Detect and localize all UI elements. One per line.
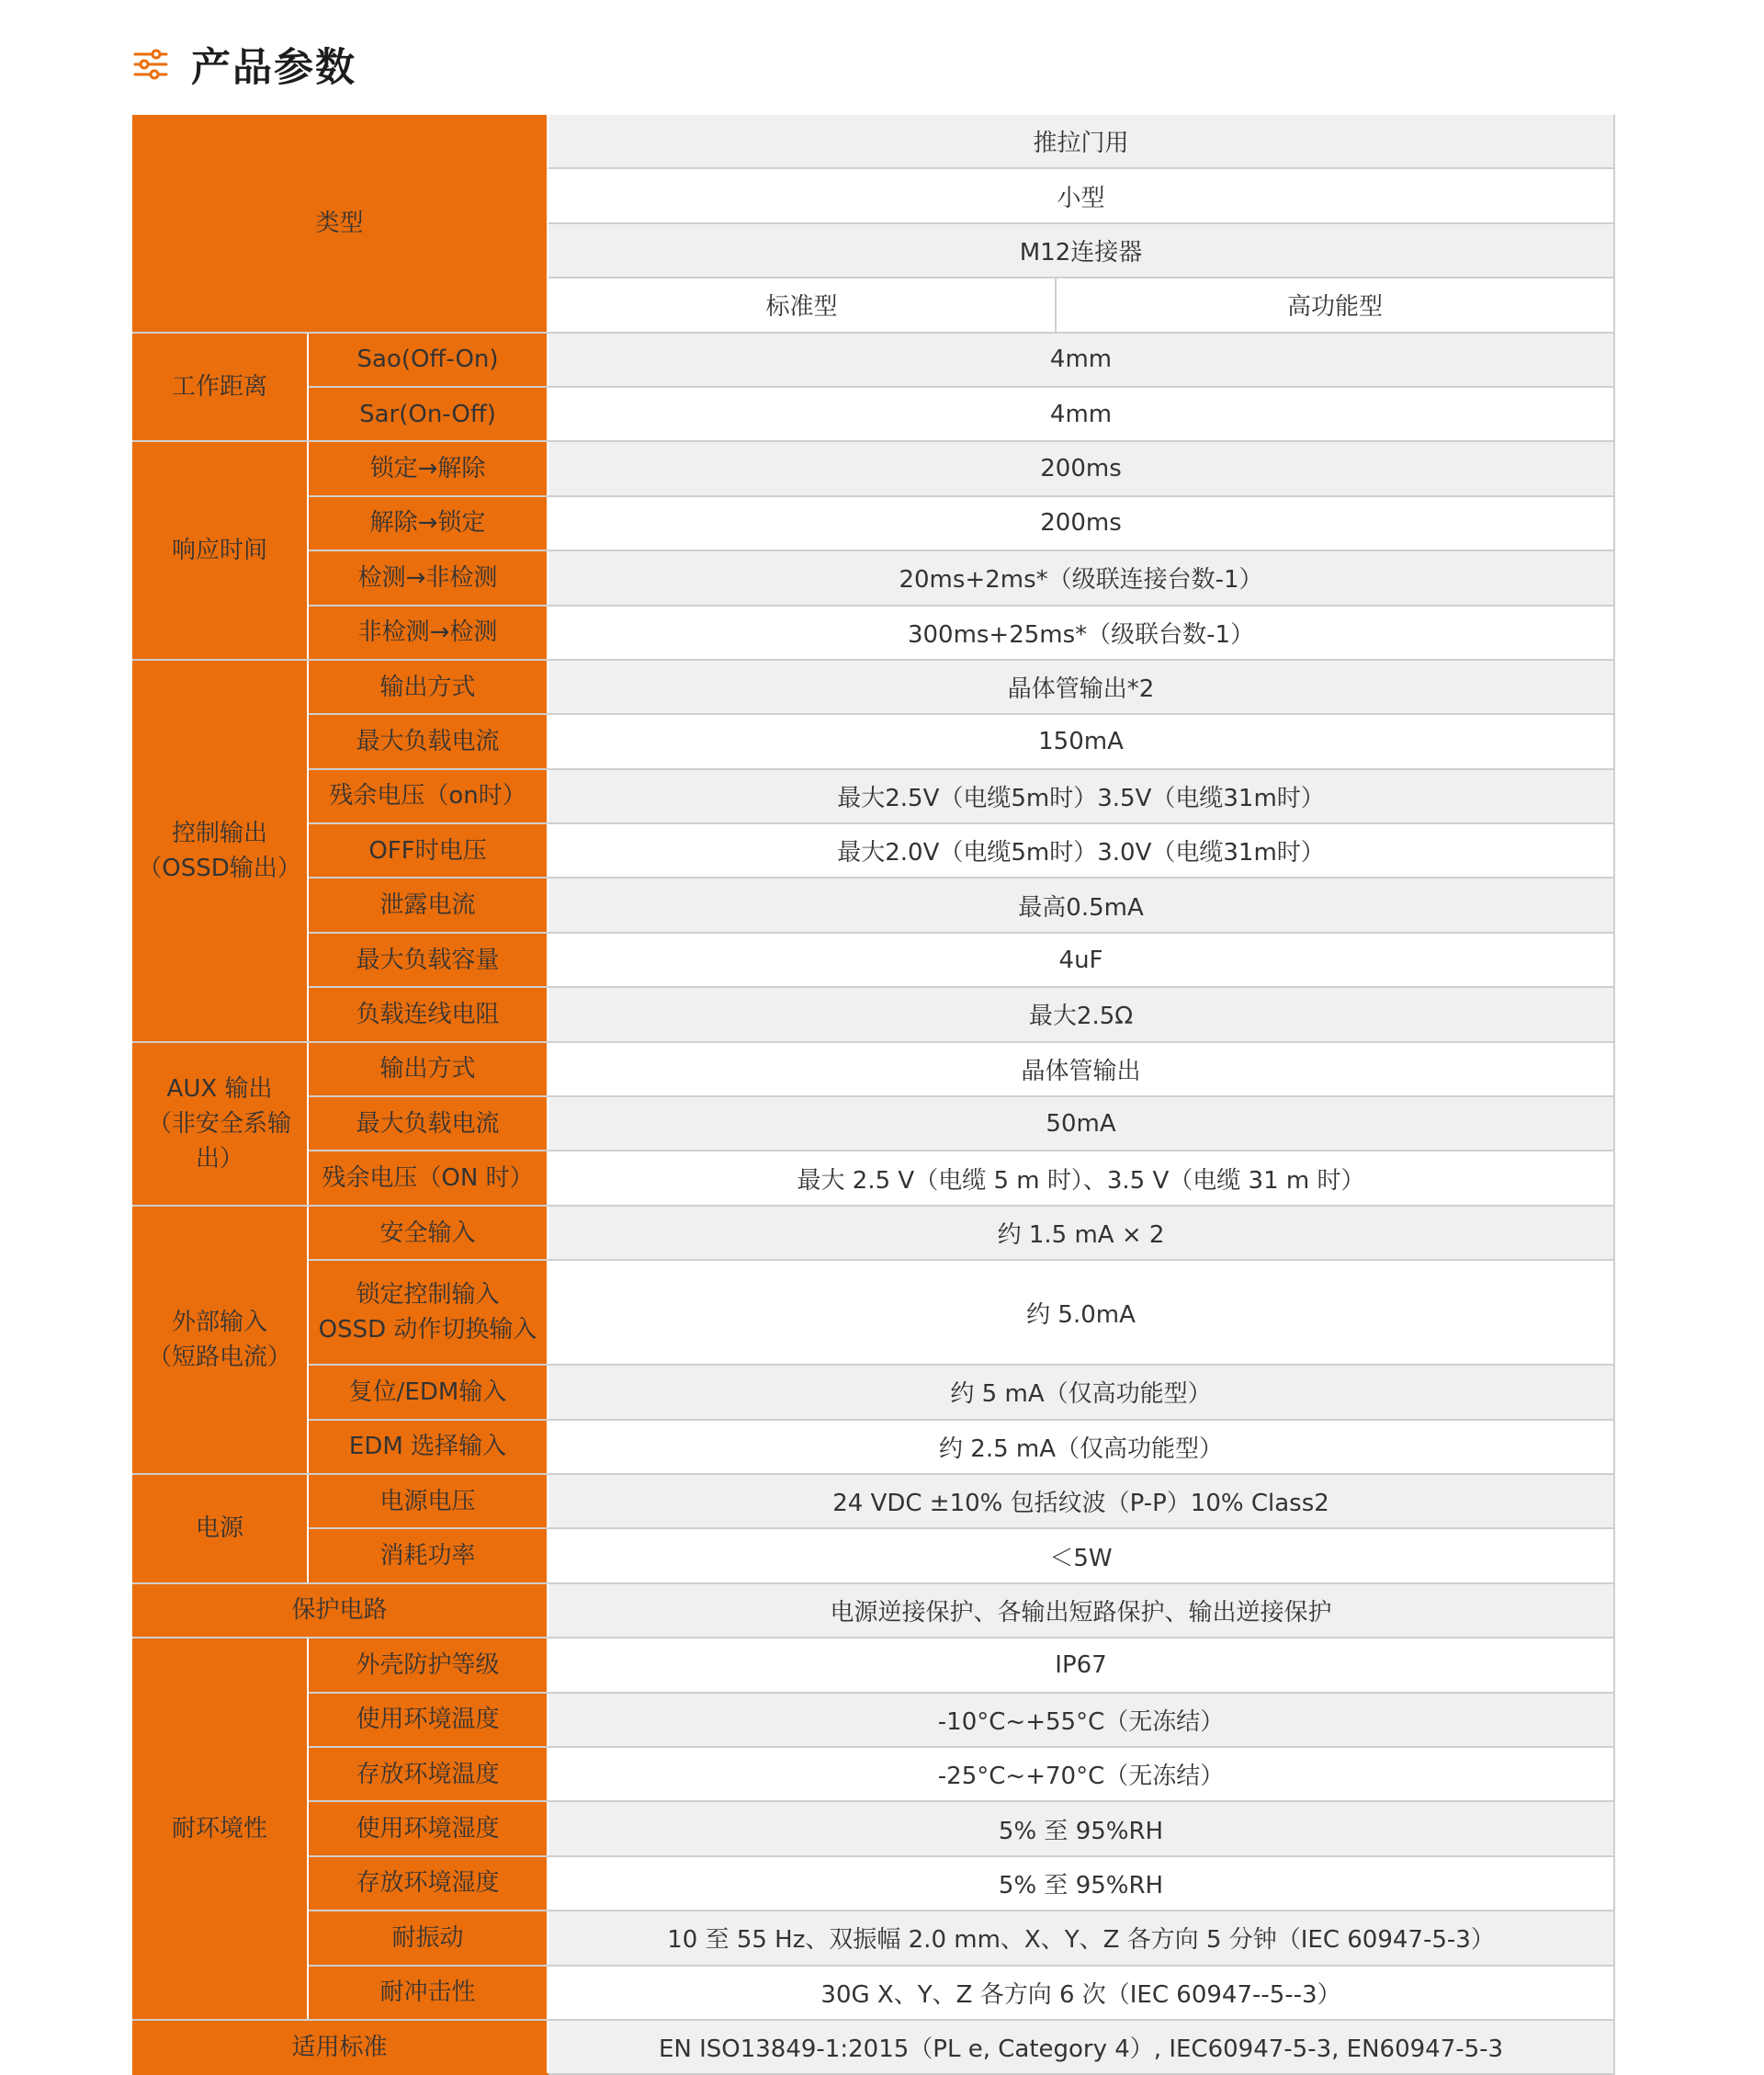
category-environment: 耐环境性	[132, 1638, 308, 2020]
param-name: 复位/EDM输入	[308, 1365, 548, 1419]
param-name: 残余电压（ON 时）	[308, 1151, 548, 1205]
table-row	[132, 496, 1614, 550]
table-row	[132, 387, 1614, 441]
table-row	[132, 606, 1614, 660]
table-row	[132, 660, 1614, 714]
param-value: 50mA	[548, 1096, 1614, 1151]
param-name: Sar(On-Off)	[308, 387, 548, 441]
param-value: 24 VDC ±10% 包括纹波（P-P）10% Class2	[548, 1474, 1614, 1528]
param-value: 4mm	[548, 333, 1614, 387]
param-value: -25°C~+70°C（无冻结）	[548, 1747, 1614, 1801]
table-row	[132, 823, 1614, 878]
table-row	[132, 1420, 1614, 1474]
table-row	[132, 1474, 1614, 1528]
param-name: 最大负载电流	[308, 714, 548, 768]
param-value: 约 1.5 mA × 2	[548, 1206, 1614, 1260]
category-type: 类型	[132, 115, 548, 333]
category-label-line1: 控制输出	[171, 819, 267, 847]
category-aux-output	[132, 1042, 308, 1206]
param-name: 非检测→检测	[308, 606, 548, 660]
param-value: -10°C~+55°C（无冻结）	[548, 1693, 1614, 1747]
table-row	[132, 1042, 1614, 1096]
page-title: 产品参数	[191, 44, 356, 91]
param-value: 最高0.5mA	[548, 878, 1614, 932]
param-value: 20ms+2ms*（级联连接台数-1）	[548, 550, 1614, 605]
table-row	[132, 115, 1614, 168]
param-value: 200ms	[548, 496, 1614, 550]
table-row	[132, 878, 1614, 932]
param-value: 最大2.5Ω	[548, 987, 1614, 1041]
table-row	[132, 1096, 1614, 1151]
table-row	[132, 1206, 1614, 1260]
param-name: Sao(Off-On)	[308, 333, 548, 387]
param-value: 150mA	[548, 714, 1614, 768]
param-value: 5% 至 95%RH	[548, 1856, 1614, 1911]
param-value: 300ms+25ms*（级联台数-1）	[548, 606, 1614, 660]
table-row	[132, 769, 1614, 823]
param-name: 存放环境温度	[308, 1747, 548, 1801]
table-row	[132, 1365, 1614, 1419]
param-value: EN ISO13849-1:2015（PL e, Category 4）, IEC60947-5-3, EN60947-5-3	[548, 2020, 1614, 2074]
category-label-line2: （OSSD输出）	[138, 854, 301, 882]
param-value: ＜5W	[548, 1528, 1614, 1582]
table-row	[132, 1747, 1614, 1801]
param-value: 5% 至 95%RH	[548, 1801, 1614, 1855]
param-name-line2: OSSD 动作切换输入	[318, 1316, 537, 1344]
category-label-line2: （非安全系输 出）	[147, 1109, 291, 1173]
param-value: IP67	[548, 1638, 1614, 1692]
table-row	[132, 1583, 1614, 1638]
table-row	[132, 441, 1614, 495]
param-name: 解除→锁定	[308, 496, 548, 550]
category-response-time: 响应时间	[132, 441, 308, 660]
param-value: 4uF	[548, 933, 1614, 987]
sliders-icon	[132, 46, 169, 83]
table-row	[132, 1151, 1614, 1205]
type-value: 推拉门用	[548, 115, 1614, 168]
category-label-line1: AUX 输出	[166, 1074, 273, 1103]
param-name: 最大负载容量	[308, 933, 548, 987]
param-value: 约 2.5 mA（仅高功能型）	[548, 1420, 1614, 1474]
table-row	[132, 1801, 1614, 1855]
param-name: 耐冲击性	[308, 1966, 548, 2020]
param-value: 电源逆接保护、各输出短路保护、输出逆接保护	[548, 1583, 1614, 1638]
table-row	[132, 1911, 1614, 1965]
param-name: 负载连线电阻	[308, 987, 548, 1041]
param-name: 电源电压	[308, 1474, 548, 1528]
table-row	[132, 1638, 1614, 1692]
param-name: OFF时电压	[308, 823, 548, 878]
param-name-line1: 锁定控制输入	[356, 1281, 500, 1310]
table-row	[132, 1693, 1614, 1747]
param-name	[308, 1260, 548, 1365]
spec-table	[132, 115, 1615, 2075]
type-value: M12连接器	[548, 223, 1614, 278]
param-name: 最大负载电流	[308, 1096, 548, 1151]
param-value: 最大2.0V（电缆5m时）3.0V（电缆31m时）	[548, 823, 1614, 878]
table-row	[132, 714, 1614, 768]
param-value: 10 至 55 Hz、双振幅 2.0 mm、X、Y、Z 各方向 5 分钟（IEC 60947-5-3）	[548, 1911, 1614, 1965]
param-name: 外壳防护等级	[308, 1638, 548, 1692]
table-row	[132, 1528, 1614, 1582]
variant-standard: 标准型	[548, 278, 1056, 332]
table-row	[132, 933, 1614, 987]
param-value: 晶体管输出	[548, 1042, 1614, 1096]
param-name: 锁定→解除	[308, 441, 548, 495]
table-row	[132, 1856, 1614, 1911]
table-row	[132, 550, 1614, 605]
param-value: 4mm	[548, 387, 1614, 441]
param-value: 最大2.5V（电缆5m时）3.5V（电缆31m时）	[548, 769, 1614, 823]
section-heading	[132, 39, 356, 90]
param-name: 检测→非检测	[308, 550, 548, 605]
param-name: 安全输入	[308, 1206, 548, 1260]
table-row	[132, 1966, 1614, 2020]
param-name: 输出方式	[308, 1042, 548, 1096]
param-value: 200ms	[548, 441, 1614, 495]
table-row	[132, 1260, 1614, 1365]
param-name: 使用环境湿度	[308, 1801, 548, 1855]
table-row	[132, 987, 1614, 1041]
category-control-output	[132, 660, 308, 1042]
param-name: EDM 选择输入	[308, 1420, 548, 1474]
param-name: 使用环境温度	[308, 1693, 548, 1747]
param-name: 存放环境湿度	[308, 1856, 548, 1911]
type-value: 小型	[548, 168, 1614, 222]
category-protection: 保护电路	[132, 1583, 548, 1638]
param-value: 最大 2.5 V（电缆 5 m 时）、3.5 V（电缆 31 m 时）	[548, 1151, 1614, 1205]
param-value: 约 5.0mA	[548, 1260, 1614, 1365]
category-label-line1: 外部输入	[171, 1308, 267, 1336]
param-value: 30G X、Y、Z 各方向 6 次（IEC 60947--5--3）	[548, 1966, 1614, 2020]
category-power: 电源	[132, 1474, 308, 1583]
category-working-distance: 工作距离	[132, 333, 308, 442]
table-row	[132, 333, 1614, 387]
param-value: 晶体管输出*2	[548, 660, 1614, 714]
param-name: 泄露电流	[308, 878, 548, 932]
category-label-line2: （短路电流）	[147, 1343, 291, 1371]
category-external-input	[132, 1206, 308, 1474]
variant-advanced: 高功能型	[1056, 278, 1614, 332]
category-standards: 适用标准	[132, 2020, 548, 2074]
param-name: 消耗功率	[308, 1528, 548, 1582]
param-name: 残余电压（on时）	[308, 769, 548, 823]
param-name: 输出方式	[308, 660, 548, 714]
param-name: 耐振动	[308, 1911, 548, 1965]
param-value: 约 5 mA（仅高功能型）	[548, 1365, 1614, 1419]
